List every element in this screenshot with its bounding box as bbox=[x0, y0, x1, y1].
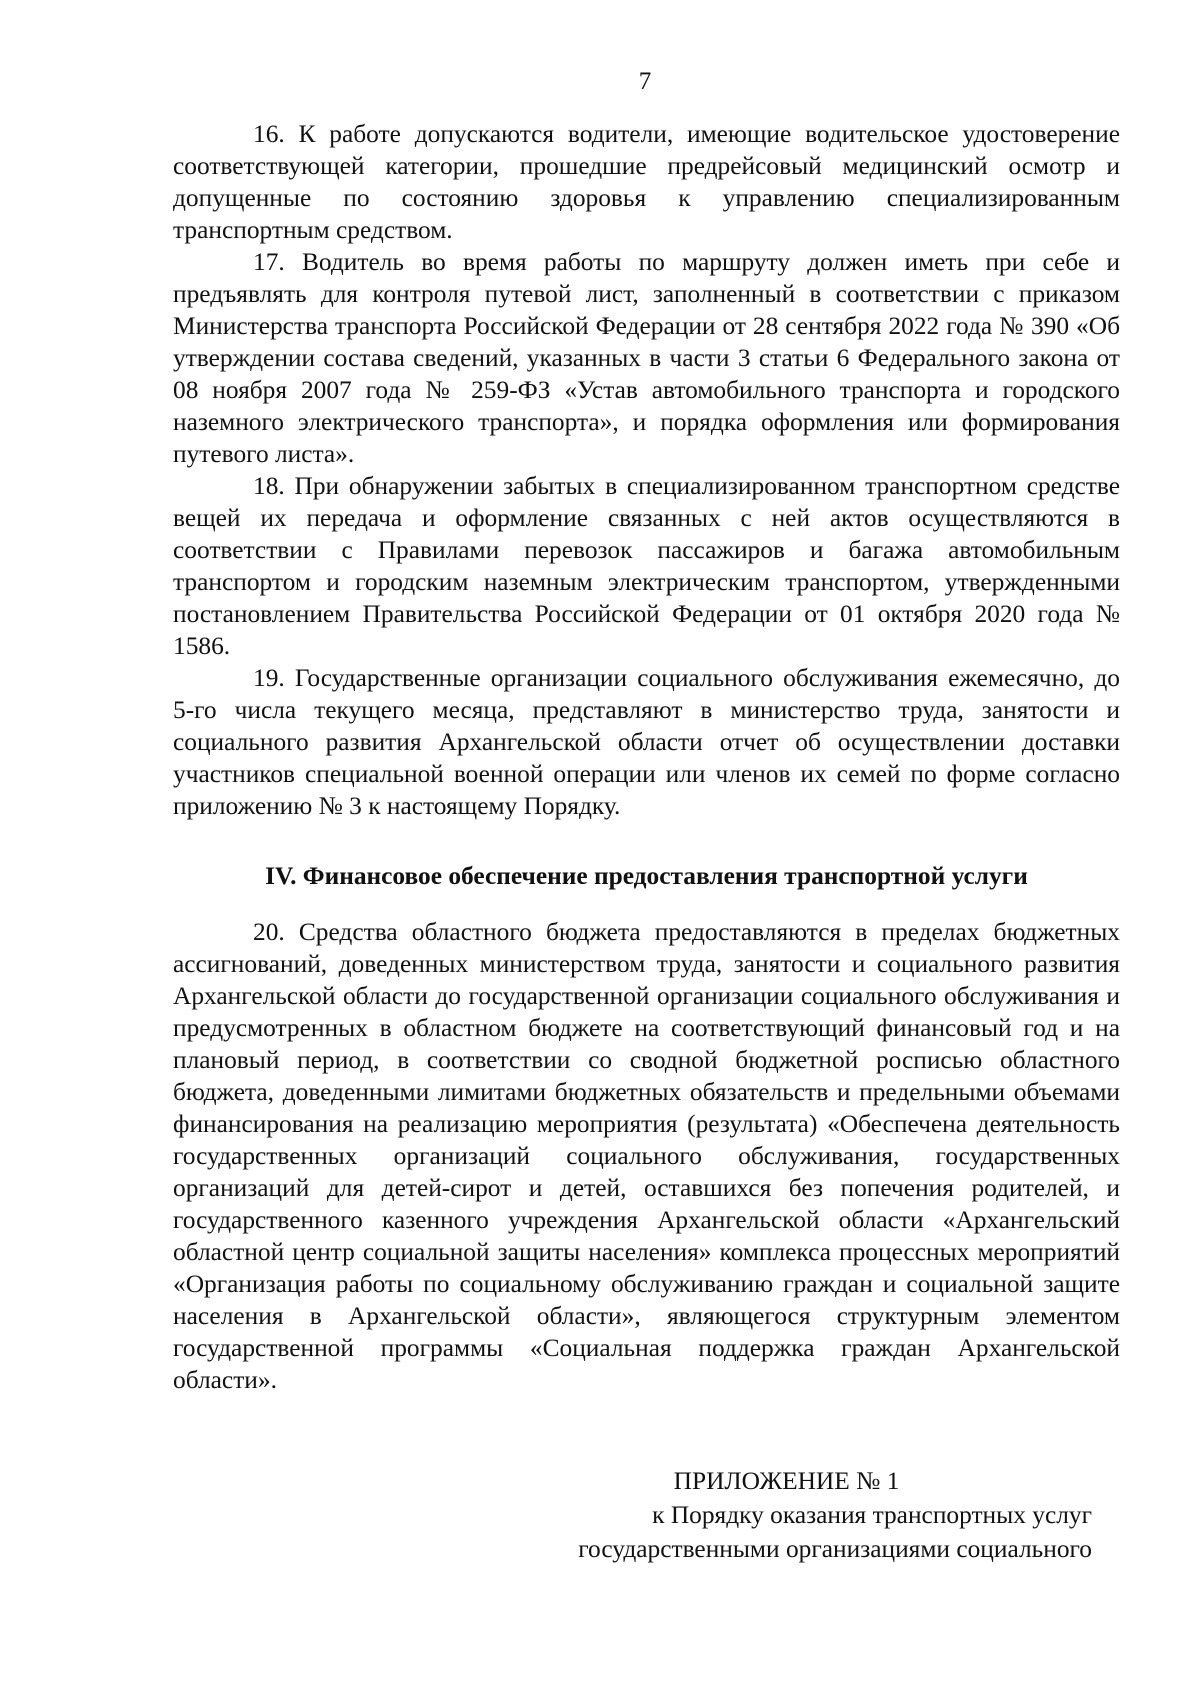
heading-spacer bbox=[173, 892, 1120, 916]
paragraph-17: 17. Водитель во время работы по маршруту должен иметь при себе и предъявлять для контроля путевой лист, заполненный в соответствии с приказом Министерства транспорта Российской Федерации от 28 сентября 2022 года № 390 «Об утверждении состава сведений, указанных в части 3 статьи 6 Федерального закона от 08 ноября 2007 года № 259-ФЗ «Устав автомобильного транспорта и городского наземного электрического транспорта», и порядка оформления или формирования путевого листа». bbox=[173, 248, 1120, 468]
paragraph-20: 20. Средства областного бюджета предоставляются в пределах бюджетных ассигнований, доведенных министерством труда, занятости и социального развития Архангельской области до государственной организации социального обслуживания и предусмотренных в областном бюджете на соответствующий финансовый год и на плановый период, в соответствии со сводной бюджетной росписью областного бюджета, доведенными лимитами бюджетных обязательств и предельными объемами финансирования на реализацию мероприятия (результата) «Обеспечена деятельность государственных организаций социального обслуживания, государственных организаций для детей-сирот и детей, оставшихся без попечения родителей, и государственного казенного учреждения Архангельской области «Архангельский областной центр социальной защиты населения» комплекса процессных мероприятий «Организация работы по социальному обслуживанию граждан и социальной защите населения в Архангельской области», являющегося структурным элементом государственной программы «Социальная поддержка граждан Архангельской области». bbox=[173, 918, 1120, 1394]
paragraph-16: 16. К работе допускаются водители, имеющие водительское удостоверение соответствующей категории, прошедшие предрейсовый медицинский осмотр и допущенные по состоянию здоровья к управлению специализированным транспортным средством. bbox=[173, 120, 1120, 244]
section-spacer bbox=[173, 822, 1120, 860]
appendix-title: ПРИЛОЖЕНИЕ № 1 bbox=[673, 1467, 900, 1495]
appendix-line-1: к Порядку оказания транспортных услуг bbox=[652, 1501, 1092, 1529]
document-body bbox=[173, 118, 1120, 1396]
paragraph-18: 18. При обнаружении забытых в специализированном транспортном средстве вещей их передача и оформление связанных с ней актов осуществляются в соответствии с Правилами перевозок пассажиров и багажа автомобильным транспортом и городским наземным электрическим транспортом, утвержденными постановлением Правительства Российской Федерации от 01 октября 2020 года № 1586. bbox=[173, 472, 1120, 660]
appendix-line-2: государственными организациями социального bbox=[578, 1535, 1092, 1563]
paragraph-19: 19. Государственные организации социального обслуживания ежемесячно, до 5-го числа текущего месяца, представляют в министерство труда, занятости и социального развития Архангельской области отчет об осуществлении доставки участников специальной военной операции или членов их семей по форме согласно приложению № 3 к настоящему Порядку. bbox=[173, 664, 1120, 820]
page-number: 7 bbox=[638, 68, 652, 95]
appendix-header bbox=[173, 1464, 1120, 1566]
section-heading: IV. Финансовое обеспечение предоставления транспортной услуги bbox=[265, 862, 1028, 890]
